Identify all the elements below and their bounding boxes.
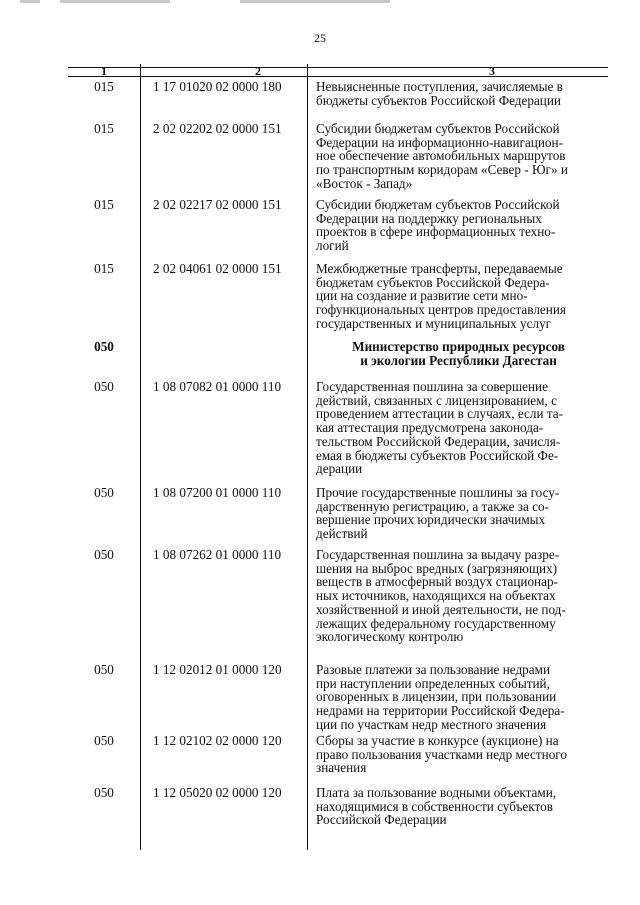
description-line: веществ в атмосферный воздух стационар-	[316, 574, 558, 590]
description-line: логий	[316, 238, 349, 254]
description-line: шения на выброс вредных (загрязняющих)	[316, 560, 558, 576]
revenue-description	[316, 786, 601, 827]
description-line: кая аттестация предусмотрена законода-	[316, 420, 544, 436]
admin-code: 015	[94, 121, 114, 136]
description-line: Федерации на поддержку региональных	[316, 210, 542, 226]
description-line: Субсидии бюджетам субъектов Российской	[316, 121, 560, 136]
description-line: ции по участкам недр местного значения	[316, 716, 547, 732]
description-line: Федерации на информационно-навигацион-	[316, 134, 563, 150]
description-line: и экологии Республики Дагестан	[360, 352, 557, 368]
description-line: дарственную регистрацию, а также за со-	[316, 498, 549, 514]
admin-code: 050	[94, 339, 114, 354]
revenue-description	[316, 198, 601, 253]
budget-classification-code: 1 12 05020 02 0000 120	[153, 785, 282, 800]
description-line: дерации	[316, 461, 363, 477]
budget-classification-code: 2 02 02202 02 0000 151	[153, 121, 282, 136]
description-line: ции на создание и развитие сети мно-	[316, 288, 528, 304]
admin-code: 015	[94, 197, 114, 212]
budget-classification-code: 1 12 02102 02 0000 120	[153, 733, 282, 748]
admin-code: 050	[94, 379, 114, 394]
description-line: тельством Российской Федерации, зачисля-	[316, 433, 561, 449]
description-line: государственных и муниципальных услуг	[316, 315, 552, 331]
column-divider-1	[140, 64, 141, 850]
description-line: Сборы за участие в конкурсе (аукционе) на	[316, 733, 559, 748]
description-line: ное обеспечение автомобильных маршрутов	[316, 148, 566, 164]
description-line: действий, связанных с лицензированием, с	[316, 392, 557, 408]
description-line: Межбюджетные трансферты, передаваемые	[316, 261, 563, 276]
description-line: Государственная пошлина за выдачу разре-	[316, 547, 560, 562]
description-line: лежащих федеральному государственному	[316, 615, 556, 631]
budget-classification-code: 2 02 04061 02 0000 151	[153, 261, 282, 276]
budget-classification-code: 1 08 07082 01 0000 110	[153, 379, 282, 394]
description-line: Субсидии бюджетам субъектов Российской	[316, 197, 560, 212]
description-line: находящимися в собственности субъектов	[316, 798, 553, 814]
admin-code: 050	[94, 547, 114, 562]
revenue-description	[316, 734, 601, 775]
revenue-description	[316, 122, 601, 191]
revenue-description	[316, 663, 601, 732]
budget-classification-code: 1 08 07200 01 0000 110	[153, 485, 282, 500]
description-line: «Восток - Запад»	[316, 175, 413, 191]
description-line: проектов в сфере информационных техно-	[316, 224, 556, 240]
column-divider-2	[307, 64, 308, 850]
revenue-description	[316, 548, 601, 644]
description-line: значения	[316, 760, 367, 776]
budget-classification-code: 1 08 07262 01 0000 110	[153, 547, 282, 562]
description-line: бюджеты субъектов Российской Федерации	[316, 92, 561, 108]
description-line: вершение прочих юридически значимых	[316, 512, 546, 528]
description-line: по транспортным коридорам «Север - Юг» и	[316, 162, 568, 178]
budget-classification-code: 2 02 02217 02 0000 151	[153, 197, 282, 212]
description-line: Российской Федерации	[316, 812, 447, 828]
revenue-description	[316, 80, 601, 107]
admin-code: 015	[94, 79, 114, 94]
description-line: Государственная пошлина за совершение	[316, 379, 548, 394]
column-header-2: 2	[255, 64, 261, 78]
description-line: при наступлении определенных событий,	[316, 675, 550, 691]
column-header-3: 3	[489, 64, 495, 78]
description-line: недрами на территории Российской Федера-	[316, 703, 565, 719]
revenue-description	[316, 340, 601, 367]
description-line: оговоренных в лицензии, при пользовании	[316, 689, 557, 705]
admin-code: 050	[94, 785, 114, 800]
description-line: Плата за пользование водными объектами,	[316, 785, 557, 800]
admin-code: 015	[94, 261, 114, 276]
budget-classification-code: 1 17 01020 02 0000 180	[153, 79, 282, 94]
revenue-description	[316, 262, 601, 331]
description-line: Прочие государственные пошлины за госу-	[316, 485, 560, 500]
description-line: емая в бюджеты субъектов Российской Фе-	[316, 447, 559, 463]
page-number: 25	[314, 31, 326, 45]
description-line: Невыясненные поступления, зачисляемые в	[316, 79, 563, 94]
description-line: Разовые платежи за пользование недрами	[316, 662, 551, 677]
admin-code: 050	[94, 485, 114, 500]
budget-classification-code: 1 12 02012 01 0000 120	[153, 662, 282, 677]
description-line: хозяйственной и иной деятельности, не под-	[316, 601, 566, 617]
revenue-description	[316, 380, 601, 476]
description-line: гофункциональных центров предоставления	[316, 302, 566, 318]
description-line: бюджетам субъектов Российской Федера-	[316, 274, 550, 290]
column-header-1: 1	[101, 64, 107, 78]
description-line: действий	[316, 526, 368, 542]
scan-artifact	[0, 0, 640, 3]
description-line: проведением аттестации в случаях, если та-	[316, 406, 563, 422]
admin-code: 050	[94, 733, 114, 748]
description-line: экологическому контролю	[316, 629, 464, 645]
admin-code: 050	[94, 662, 114, 677]
description-line: Министерство природных ресурсов	[352, 339, 565, 354]
table-header	[68, 64, 608, 77]
description-line: право пользования участками недр местного	[316, 746, 567, 762]
revenue-description	[316, 486, 601, 541]
description-line: ных источников, находящихся на объектах	[316, 588, 556, 604]
